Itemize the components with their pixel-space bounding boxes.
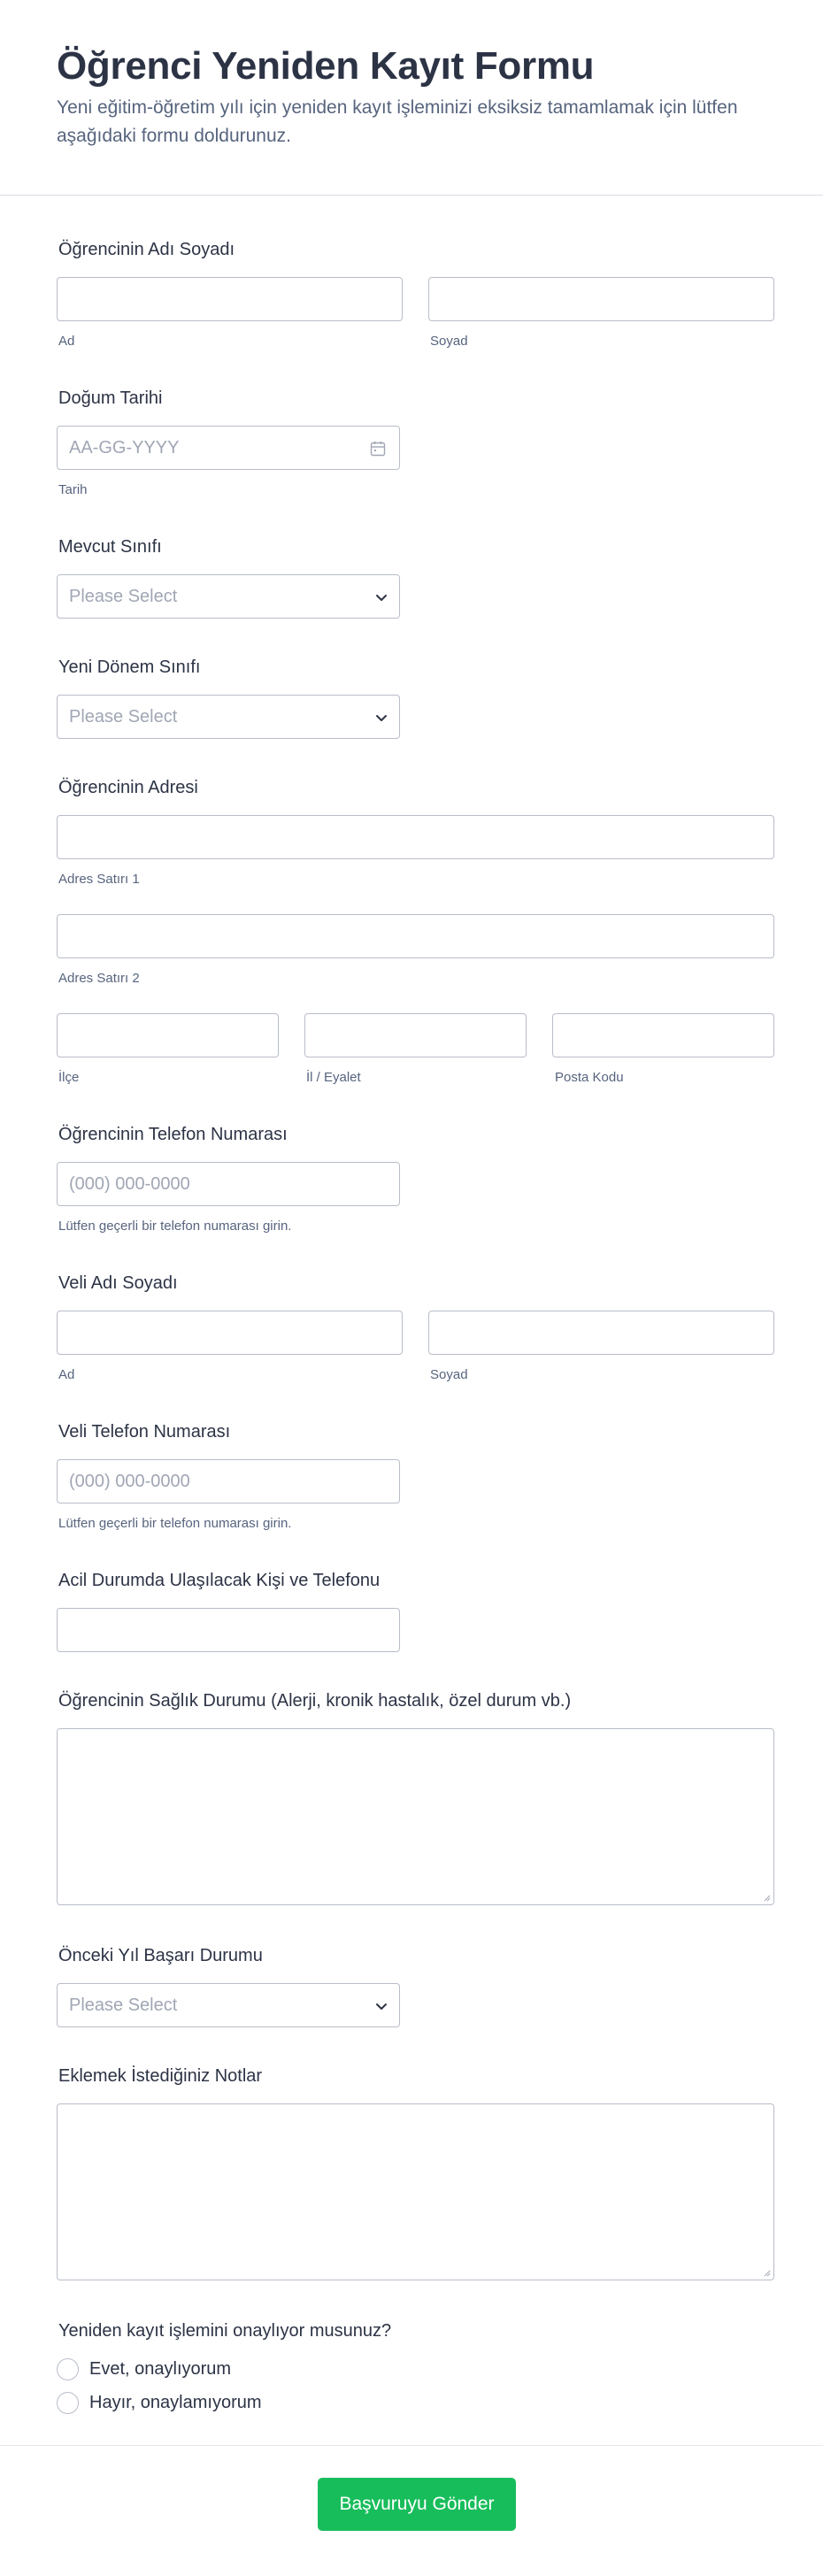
resize-handle-icon[interactable] <box>762 1893 771 1902</box>
address-line1-input[interactable] <box>57 815 774 859</box>
student-first-name-sublabel: Ad <box>58 334 75 349</box>
student-phone-sublabel: Lütfen geçerli bir telefon numarası girin. <box>58 1219 292 1234</box>
province-input[interactable] <box>304 1013 527 1057</box>
birth-date-input[interactable] <box>57 426 400 470</box>
province-sublabel: İl / Eyalet <box>306 1070 361 1085</box>
chevron-down-icon <box>374 711 388 725</box>
resize-handle-icon[interactable] <box>762 2268 771 2277</box>
district-input[interactable] <box>57 1013 279 1057</box>
confirm-option-no[interactable] <box>57 2391 269 2416</box>
student-phone-placeholder: (000) 000-0000 <box>69 1174 190 1194</box>
notes-textarea[interactable] <box>57 2103 774 2280</box>
parent-phone-input[interactable] <box>57 1459 400 1503</box>
student-phone-label: Öğrencinin Telefon Numarası <box>58 1125 288 1144</box>
address-line2-sublabel: Adres Satırı 2 <box>58 971 140 986</box>
radio-button[interactable] <box>57 2358 79 2380</box>
emergency-contact-label: Acil Durumda Ulaşılacak Kişi ve Telefonu <box>58 1571 381 1590</box>
chevron-down-icon <box>374 1999 388 2013</box>
calendar-icon[interactable] <box>369 440 387 458</box>
prev-success-label: Önceki Yıl Başarı Durumu <box>58 1946 263 1965</box>
parent-last-name-input[interactable] <box>428 1311 774 1355</box>
health-status-label: Öğrencinin Sağlık Durumu (Alerji, kronik hastalık, özel durum vb.) <box>58 1691 572 1711</box>
current-grade-placeholder: Please Select <box>69 587 178 606</box>
address-line1-sublabel: Adres Satırı 1 <box>58 872 140 887</box>
confirm-label: Yeniden kayıt işlemini onaylıyor musunuz? <box>58 2321 392 2341</box>
student-name-label: Öğrencinin Adı Soyadı <box>58 240 235 259</box>
new-grade-select[interactable] <box>57 695 400 739</box>
new-grade-placeholder: Please Select <box>69 707 178 727</box>
page-subtitle: Yeni eğitim-öğretim yılı için yeniden kayıt işleminizi eksiksiz tamamlamak için lütfen aşağıdaki formu doldurunuz. <box>57 97 738 146</box>
current-grade-label: Mevcut Sınıfı <box>58 537 162 557</box>
emergency-contact-input[interactable] <box>57 1608 400 1652</box>
parent-first-name-input[interactable] <box>57 1311 403 1355</box>
prev-success-placeholder: Please Select <box>69 1995 178 2015</box>
student-phone-input[interactable] <box>57 1162 400 1206</box>
parent-phone-placeholder: (000) 000-0000 <box>69 1472 190 1491</box>
current-grade-select[interactable] <box>57 574 400 619</box>
radio-button[interactable] <box>57 2392 79 2414</box>
form-header <box>0 0 823 196</box>
student-first-name-input[interactable] <box>57 277 403 321</box>
parent-phone-label: Veli Telefon Numarası <box>58 1422 231 1442</box>
new-grade-label: Yeni Dönem Sınıfı <box>58 657 201 677</box>
prev-success-select[interactable] <box>57 1983 400 2027</box>
parent-name-label: Veli Adı Soyadı <box>58 1273 178 1293</box>
confirm-option-yes-label: Evet, onaylıyorum <box>89 2359 232 2379</box>
confirm-option-yes[interactable] <box>57 2357 269 2382</box>
birth-date-label: Doğum Tarihi <box>58 388 163 408</box>
parent-first-name-sublabel: Ad <box>58 1367 75 1382</box>
district-sublabel: İlçe <box>58 1070 80 1085</box>
student-last-name-input[interactable] <box>428 277 774 321</box>
page-title: Öğrenci Yeniden Kayıt Formu <box>57 44 595 88</box>
parent-phone-sublabel: Lütfen geçerli bir telefon numarası girin. <box>58 1516 292 1531</box>
confirm-option-no-label: Hayır, onaylamıyorum <box>89 2393 262 2412</box>
notes-label: Eklemek İstediğiniz Notlar <box>58 2066 263 2086</box>
chevron-down-icon <box>374 590 388 604</box>
postal-code-input[interactable] <box>552 1013 774 1057</box>
address-line2-input[interactable] <box>57 914 774 958</box>
postal-code-sublabel: Posta Kodu <box>555 1070 624 1085</box>
form-footer <box>0 2445 823 2576</box>
health-status-textarea[interactable] <box>57 1728 774 1905</box>
student-last-name-sublabel: Soyad <box>430 334 468 349</box>
birth-date-placeholder: AA-GG-YYYY <box>69 438 180 458</box>
address-label: Öğrencinin Adresi <box>58 778 198 797</box>
submit-button[interactable]: Başvuruyu Gönder <box>318 2478 516 2531</box>
parent-last-name-sublabel: Soyad <box>430 1367 468 1382</box>
birth-date-sublabel: Tarih <box>58 482 88 497</box>
